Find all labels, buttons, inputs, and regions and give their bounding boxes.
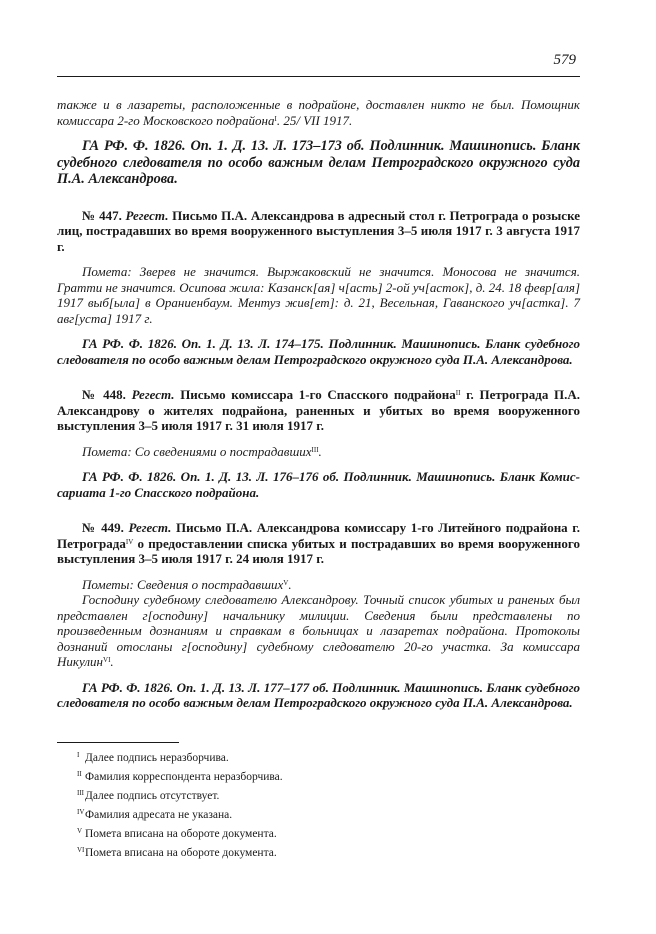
archive-reference-449: ГА РФ. Ф. 1826. Оп. 1. Д. 13. Л. 177–177 об. Подлинник. Машинопись. Бланк судебного следователя по особо важным делам Петроградского окружного суда П.А. Александрова. xyxy=(57,679,580,710)
footnote: VI Помета вписана на обороте документа. xyxy=(77,846,277,859)
footnote-rule xyxy=(57,742,179,743)
page-number: 579 xyxy=(553,52,576,68)
regest-447: № 447. Регест. Письмо П.А. Александрова в адресный стол г. Петрограда о розыске лиц, пострадавших во время вооруженного выступления 3–5 июля 1917 г. 3 августа 1917 г. xyxy=(57,207,581,254)
footnotes xyxy=(57,749,580,863)
note-449-b: Господину судебному следователю Александрову. Точный список убитых и раненых был представлен г[осподину] начальнику милиции. Сведения были представлены по произведенным дознаниям и справкам в больницах и лазаретах подрайона. Протоколы дознаний отосланы г[осподину] судебному следователю 20-го участка. За комиссара Никулин$^{VI}$. xyxy=(57,592,580,669)
note-448: Помета: Со сведениями о пострадавших$^{III}$. xyxy=(82,443,322,459)
regest-449: № 449. Регест. Письмо П.А. Александрова комиссару 1-го Литейного подрайона г. Петрограда$^{IV}$ о предоставлении списка убитых и пострадавших во время вооруженного выступления 3–5 июля 1917 г. 24 июля 1917 г. xyxy=(57,520,580,566)
note-447: Помета: Зверев не значится. Выржаковский не значится. Моносова не значится. Гратти не значится. Осипова жила: Казанск[ая] ч[асть] 2-ой уч[асток], д. 24. 18 февр[аля] 1917 выб[ыла] в Ораниенбаум. Ментуз жив[ет]: д. 21, Весельная, Гаванского уч[астка]. 7 авг[уста] 1917 г. xyxy=(57,264,581,326)
footnote-ref: VI xyxy=(103,656,111,664)
footnote: II Фамилия корреспондента неразборчива. xyxy=(77,770,283,783)
footnote-ref: III xyxy=(311,445,319,454)
footnote: V Помета вписана на обороте документа. xyxy=(77,827,277,840)
footnote: I Далее подпись неразборчива. xyxy=(77,751,229,764)
archive-reference: ГА РФ. Ф. 1826. Оп. 1. Д. 13. Л. 173–173 об. Подлинник. Машинопись. Бланк судебного следователя по особо важным делам Петроградского окружного суда П.А. Александрова. xyxy=(57,138,580,187)
footnote-ref: I xyxy=(274,114,277,123)
footnote-ref: IV xyxy=(125,537,134,546)
page-body xyxy=(57,97,580,711)
regest-448: № 448. Регест. Письмо комиссара 1-го Спасского подрайона$^{II}$ г. Петрограда П.А. Александрову о жителях подрайона, раненных и убитых во время вооруженного выступления 3–5 июля 1917 г. 31 июля 1917 г. xyxy=(57,387,580,433)
archive-reference-448: ГА РФ. Ф. 1826. Оп. 1. Д. 13. Л. 176–176 об. Подлинник. Машинопись. Бланк Комиссариата 1-го Спасского подрайона. xyxy=(57,469,580,500)
continuation-paragraph: также и в лазареты, расположенные в подрайоне, доставлен никто не был. Помощник комиссара 2-го Московского подрайона$^I$. 25/ VII 1917. xyxy=(57,97,580,128)
footnote: III Далее подпись отсутствует. xyxy=(77,789,220,802)
header-rule xyxy=(57,76,580,77)
footnote: IV Фамилия адресата не указана. xyxy=(77,808,233,821)
footnote-ref: II xyxy=(455,389,461,397)
archive-reference-447: ГА РФ. Ф. 1826. Оп. 1. Д. 13. Л. 174–175. Подлинник. Машинопись. Бланк судебного следователя по особо важным делам Петроградского окружного суда П.А. Александрова. xyxy=(57,336,580,367)
footnote-ref: V xyxy=(283,578,289,587)
note-449-a: Пометы: Сведения о пострадавших$^V$. xyxy=(82,576,292,592)
